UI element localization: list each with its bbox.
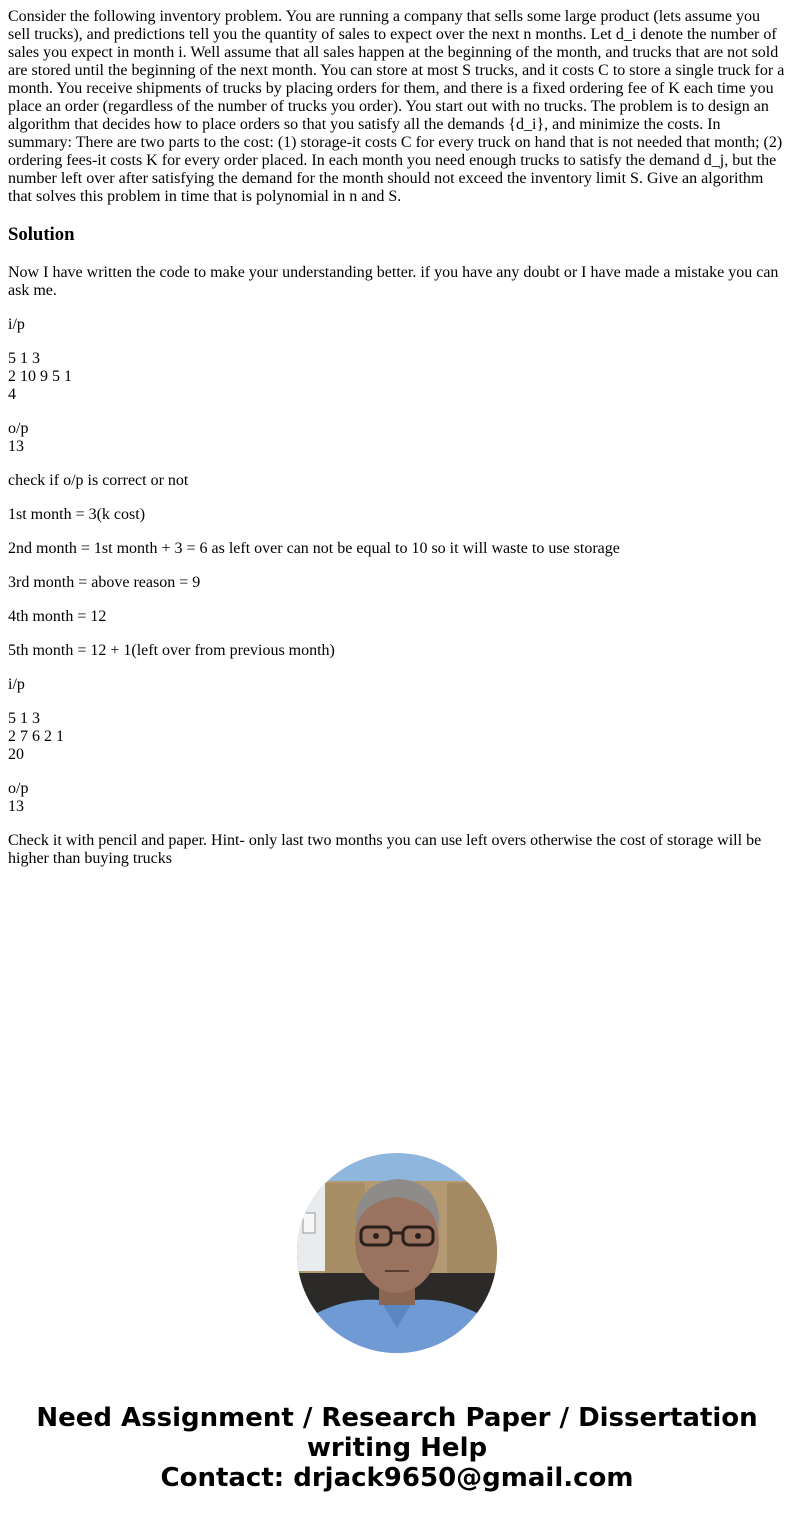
check-label: check if o/p is correct or not: [8, 472, 189, 489]
document-body: [8, 8, 786, 884]
step-line: 3rd month = above reason = 9: [8, 574, 201, 591]
solution-heading: Solution: [8, 224, 75, 245]
hint-text: Check it with pencil and paper. Hint- only last two months you can use left overs otherwise the cost of storage will be higher than buying trucks: [8, 832, 762, 867]
example2-output-block: [8, 780, 786, 816]
solution-intro: Now I have written the code to make your understanding better. if you have any doubt or I have made a mistake you can ask me.: [8, 264, 779, 299]
example1-input-line: 5 1 3: [8, 350, 40, 367]
example1-input-label: i/p: [8, 316, 25, 333]
example1-input-line: 4: [8, 386, 16, 403]
example2-output-label: o/p: [8, 780, 29, 797]
example1-output-block: [8, 420, 786, 456]
step-line: 1st month = 3(k cost): [8, 506, 146, 523]
author-photo-icon: [297, 1153, 497, 1353]
promo-line-1: Need Assignment / Research Paper / Dissertation: [36, 1403, 758, 1433]
example1-output-label: o/p: [8, 420, 29, 437]
example2-output-value: 13: [8, 798, 24, 815]
promo-contact: Contact: drjack9650@gmail.com: [160, 1463, 634, 1493]
example1-input-block: [8, 350, 786, 404]
question-text: Consider the following inventory problem. You are running a company that sells some large product (lets assume you sell trucks), and predictions tell you the quantity of sales to expect over the next n months. Let d_i denote the number of sales you expect in month i. Well assume that all sales happen at the beginning of the month, and trucks that are not sold are stored until the beginning of the next month. You can store at most S trucks, and it costs C to store a single truck for a month. You receive shipments of trucks by placing orders for them, and there is a fixed ordering fee of K each time you place an order (regardless of the number of trucks you order). You start out with no trucks. The problem is to design an algorithm that decides how to place orders so that you satisfy all the demands {d_i}, and minimize the costs. In summary: There are two parts to the cost: (1) storage-it costs C for every truck on hand that is not needed that month; (2) ordering fees-it costs K for every order placed. In each month you need enough trucks to satisfy the demand d_j, but the number left over after satisfying the demand for the month should not exceed the inventory limit S. Give an algorithm that solves this problem in time that is polynomial in n and S.: [8, 8, 785, 205]
example2-input-label: i/p: [8, 676, 25, 693]
promo-line-2: writing Help: [306, 1433, 488, 1463]
step-line: 2nd month = 1st month + 3 = 6 as left over can not be equal to 10 so it will waste to use storage: [8, 540, 620, 557]
promo-banner: [0, 1403, 794, 1493]
example2-input-line: 20: [8, 746, 24, 763]
example1-output-value: 13: [8, 438, 24, 455]
step-line: 5th month = 12 + 1(left over from previous month): [8, 642, 335, 659]
example2-input-line: 2 7 6 2 1: [8, 728, 64, 745]
example2-input-line: 5 1 3: [8, 710, 40, 727]
author-avatar: [297, 1153, 497, 1353]
example1-input-line: 2 10 9 5 1: [8, 368, 72, 385]
step-line: 4th month = 12: [8, 608, 107, 625]
example2-input-block: [8, 710, 786, 764]
